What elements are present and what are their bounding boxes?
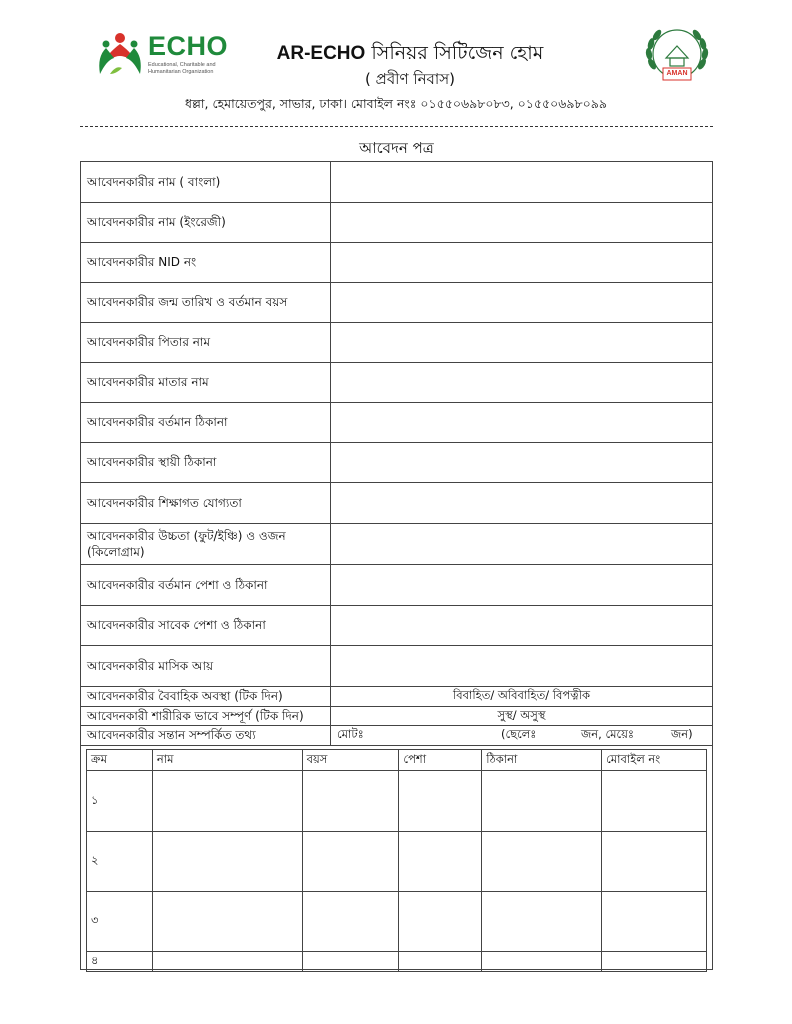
title-bengali: সিনিয়র সিটিজেন হোম [371,42,544,64]
dashed-divider [80,126,713,127]
field-input[interactable] [331,606,712,645]
aman-wreath-icon [636,24,718,90]
cell-address[interactable] [482,771,602,832]
health-status-label: আবেদনকারী শারীরিক ভাবে সম্পূর্ণ (টিক দিন) [81,707,331,725]
echo-wordmark: ECHO [148,31,229,61]
cell-occupation[interactable] [399,771,482,832]
health-status-options[interactable]: সুস্থ/ অসুস্থ [497,707,546,722]
children-sons: (ছেলেঃ [501,727,537,741]
marital-status-row [80,686,713,707]
field-input[interactable] [331,403,712,442]
cell-age[interactable] [302,892,399,952]
field-row [80,282,713,323]
cell-address[interactable] [482,832,602,892]
cell-occupation[interactable] [399,892,482,952]
title-latin: AR-ECHO [276,43,366,64]
field-input[interactable] [331,283,712,322]
field-row [80,523,713,565]
cell-name[interactable] [152,952,302,972]
cell-age[interactable] [302,832,399,892]
col-header-address: ঠিকানা [482,750,602,771]
marital-status-label: আবেদনকারীর বৈবাহিক অবস্থা (টিক দিন) [81,687,331,706]
children-table-frame [80,745,713,970]
cell-address[interactable] [482,952,602,972]
field-input[interactable] [331,524,712,564]
children-info-label: আবেদনকারীর সন্তান সম্পর্কিত তথ্য [81,726,331,745]
row-serial: ৩ [87,892,153,952]
field-label: আবেদনকারীর জন্ম তারিখ ও বর্তমান বয়স [81,283,331,322]
field-input[interactable] [331,565,712,605]
cell-age[interactable] [302,952,399,972]
field-label: আবেদনকারীর বর্তমান পেশা ও ঠিকানা [81,565,331,605]
address-line: ধল্লা, হেমায়েতপুর, সাভার, ঢাকা। মোবাইল নংঃ ০১৫৫০৬৯৮০৮৩, ০১৫৫০৬৯৮০৯৯ [185,96,607,111]
form-title: আবেদন পত্র [359,139,434,157]
field-input[interactable] [331,363,712,402]
field-label: আবেদনকারীর উচ্চতা (ফুট/ইঞ্চি) ও ওজন (কিলোগ্রাম) [81,524,331,564]
children-daughters: জন, মেয়েঃ [581,727,635,741]
field-label: আবেদনকারীর মাসিক আয় [81,646,331,686]
field-label: আবেদনকারীর নাম ( বাংলা) [81,162,331,202]
field-label: আবেদনকারীর নাম (ইংরেজী) [81,203,331,242]
cell-mobile[interactable] [602,952,707,972]
col-header-serial: ক্রম [87,750,153,771]
cell-address[interactable] [482,892,602,952]
aman-logo [636,24,718,90]
field-row [80,161,713,203]
row-serial: ১ [87,771,153,832]
field-input[interactable] [331,162,712,202]
field-row [80,242,713,283]
children-info-values [331,726,712,745]
col-header-occupation: পেশা [399,750,482,771]
field-input[interactable] [331,443,712,482]
field-input[interactable] [331,323,712,362]
cell-name[interactable] [152,771,302,832]
field-row [80,202,713,243]
field-row [80,442,713,483]
col-header-mobile: মোবাইল নং [602,750,707,771]
cell-name[interactable] [152,892,302,952]
field-row [80,402,713,443]
cell-age[interactable] [302,771,399,832]
table-row [87,892,707,952]
field-input[interactable] [331,243,712,282]
field-row [80,605,713,646]
field-row [80,322,713,363]
cell-mobile[interactable] [602,832,707,892]
col-header-name: নাম [152,750,302,771]
field-row [80,564,713,606]
table-header-row [87,750,707,771]
cell-mobile[interactable] [602,771,707,832]
field-input[interactable] [331,646,712,686]
field-label: আবেদনকারীর বর্তমান ঠিকানা [81,403,331,442]
field-label: আবেদনকারীর শিক্ষাগত যোগ্যতা [81,483,331,523]
page-subtitle: ( প্রবীণ নিবাস) [365,70,455,88]
echo-figures-icon [92,30,148,80]
children-total: মোটঃ [337,727,364,741]
children-daughters-unit: জন) [671,727,693,741]
field-label: আবেদনকারীর NID নং [81,243,331,282]
field-label: আবেদনকারীর মাতার নাম [81,363,331,402]
cell-mobile[interactable] [602,892,707,952]
table-row [87,832,707,892]
health-status-row [80,706,713,726]
col-header-age: বয়স [302,750,399,771]
field-input[interactable] [331,203,712,242]
field-label: আবেদনকারীর স্থায়ী ঠিকানা [81,443,331,482]
cell-occupation[interactable] [399,952,482,972]
field-label: আবেদনকারীর সাবেক পেশা ও ঠিকানা [81,606,331,645]
cell-name[interactable] [152,832,302,892]
cell-occupation[interactable] [399,832,482,892]
table-row [87,771,707,832]
aman-wordmark: AMAN [666,70,688,77]
children-table [86,749,707,972]
children-info-row [80,725,713,746]
marital-status-options[interactable]: বিবাহিত/ অবিবাহিত/ বিপত্নীক [452,688,591,702]
field-row [80,362,713,403]
field-input[interactable] [331,483,712,523]
field-row [80,645,713,687]
row-serial: ২ [87,832,153,892]
echo-tagline: Educational, Charitable and Humanitarian Organization [148,62,216,75]
field-label: আবেদনকারীর পিতার নাম [81,323,331,362]
page-title [230,44,590,63]
row-serial: ৪ [87,952,153,972]
field-row [80,482,713,524]
table-row [87,952,707,972]
